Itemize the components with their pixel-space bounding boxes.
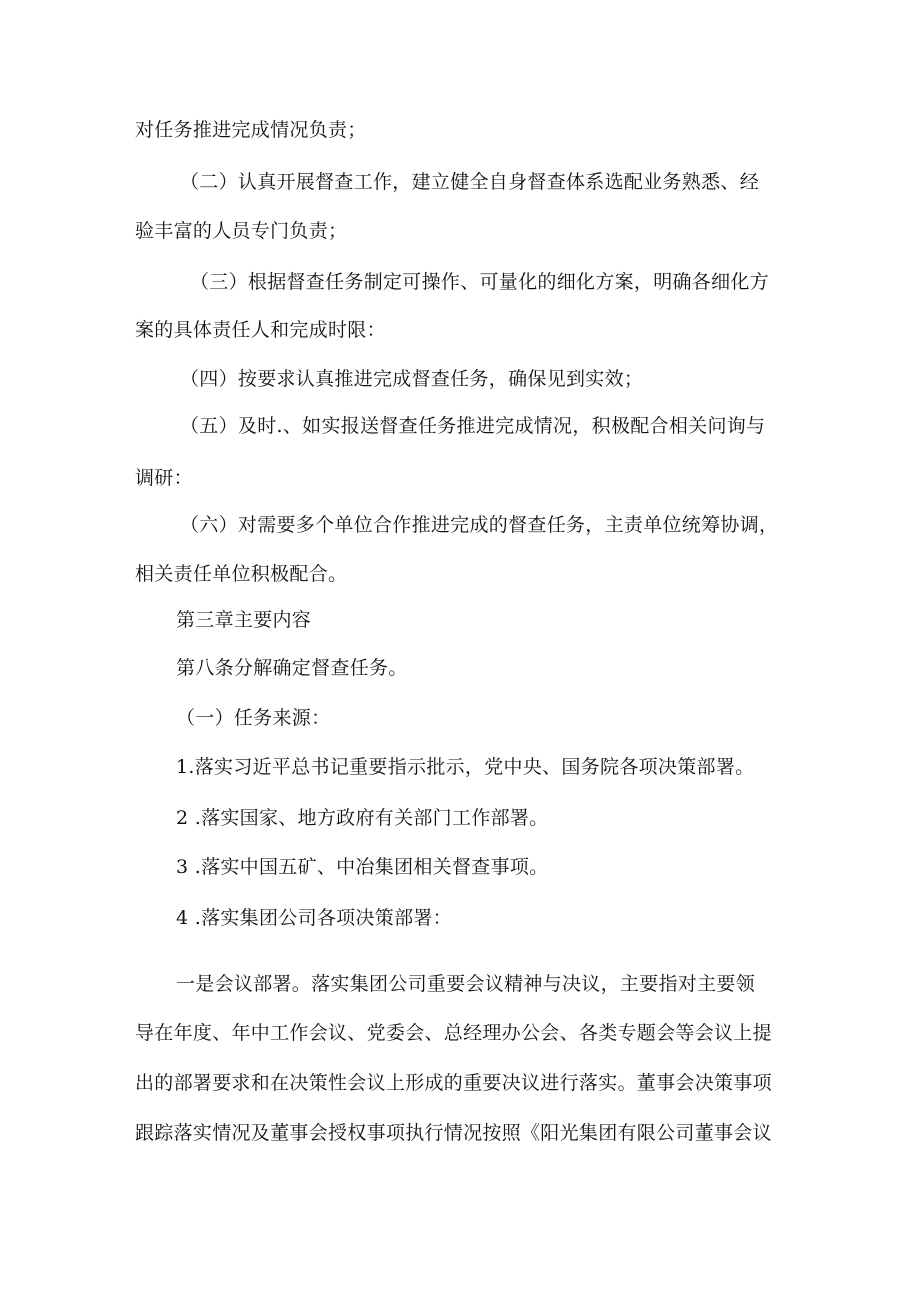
- text-line: 相关责任单位积极配合。: [135, 563, 348, 585]
- list-item: 3 .落实中国五矿、中冶集团相关督查事项。: [176, 856, 549, 878]
- article-heading: 第八条分解确定督查任务。: [176, 657, 408, 679]
- text-line: 一是会议部署。落实集团公司重要会议精神与决议，主要指对主要领: [176, 973, 756, 995]
- chapter-heading: 第三章主要内容: [176, 609, 312, 631]
- text-line: 导在年度、年中工作会议、党委会、总经理办公会、各类专题会等会议上提: [135, 1022, 772, 1044]
- list-item: 4 .落实集团公司各项决策部署：: [176, 907, 452, 929]
- text-line: 案的具体责任人和完成时限：: [135, 319, 386, 341]
- list-item: 2 .落实国家、地方政府有关部门工作部署。: [176, 807, 549, 829]
- text-line: 验丰富的人员专门负责；: [135, 220, 348, 242]
- text-line: 对任务推进完成情况负责；: [135, 119, 367, 141]
- text-line: （二）认真开展督查工作，建立健全自身督查体系选配业务熟悉、经: [180, 171, 760, 193]
- text-line: （一）任务来源：: [176, 707, 331, 729]
- text-line: （六）对需要多个单位合作推进完成的督查任务，主责单位统筹协调，: [180, 514, 779, 536]
- text-line: （五）及时.、如实报送督查任务推进完成情况，积极配合相关问询与: [180, 415, 766, 437]
- list-item: 1.落实习近平总书记重要指示批示，党中央、国务院各项决策部署。: [176, 756, 755, 778]
- text-line: （三）根据督查任务制定可操作、可量化的细化方案，明确各细化方: [190, 271, 770, 293]
- text-line: 跟踪落实情况及董事会授权事项执行情况按照《阳光集团有限公司董事会议: [135, 1122, 772, 1144]
- text-line: 调研：: [135, 467, 193, 489]
- text-line: （四）按要求认真推进完成督查任务，确保见到实效；: [180, 368, 644, 390]
- text-line: 出的部署要求和在决策性会议上形成的重要决议进行落实。董事会决策事项: [135, 1072, 772, 1094]
